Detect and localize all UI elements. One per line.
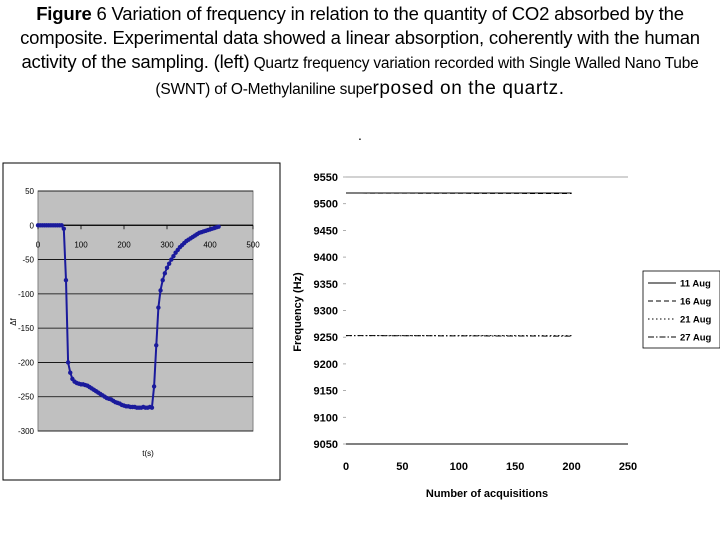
right-x-axis-label: Number of acquisitions [425, 488, 549, 500]
right-x-tick-label: 150 [506, 461, 525, 473]
right-y-tick-label: 9150 [313, 385, 338, 398]
caption-text: 6 Variation of frequency in relation to the quantity of CO2 absorbed by the composite. Experimental data showed a linear absorption, coherently with the human activity of the sampling. (left) [20, 3, 700, 72]
left-x-tick-label: 0 [35, 240, 41, 250]
left-data-point [152, 384, 156, 388]
right-y-tick-label: 9100 [313, 412, 338, 425]
right-x-tick-label: 200 [562, 461, 581, 473]
right-y-tick-label: 9450 [313, 225, 338, 238]
right-series-line [346, 336, 572, 337]
right-y-axis-label: Frequency (Hz) [292, 272, 304, 352]
left-y-tick-label: -150 [17, 324, 34, 334]
caption-text-small: Quartz frequency variation recorded with Single Walled Nano Tube (SWNT) of O-Methylaniline supe [155, 55, 699, 98]
right-y-tick-label: 9250 [313, 332, 338, 345]
right-y-tick-label: 9050 [313, 439, 338, 451]
right-x-tick-label: 0 [342, 461, 350, 473]
left-y-axis-label: Δf [9, 318, 18, 326]
right-y-tick-label: 9350 [313, 278, 338, 291]
left-y-tick-label: 50 [25, 187, 34, 196]
right-y-tick-label: 9200 [313, 358, 338, 371]
left-y-tick-label: -300 [17, 427, 34, 436]
left-y-tick-label: -200 [17, 358, 34, 368]
left-data-point [154, 343, 158, 347]
left-x-tick-label: 400 [203, 240, 217, 250]
left-data-point [158, 288, 162, 292]
right-x-tick-label: 250 [618, 461, 638, 473]
right-x-tick-label: 100 [449, 461, 468, 473]
left-data-point [161, 278, 165, 282]
caption-figure-label: Figure [36, 3, 92, 24]
caption-text-large: rposed on the quartz. [372, 78, 565, 99]
right-x-tick-label: 50 [396, 461, 409, 473]
right-y-tick-label: 9500 [313, 198, 338, 211]
left-y-tick-label: -100 [17, 289, 34, 299]
left-data-point [163, 271, 167, 275]
right-y-tick-label: 9400 [313, 252, 338, 265]
left-x-tick-label: 500 [246, 240, 260, 250]
left-data-point [156, 305, 160, 309]
left-data-point [216, 224, 220, 228]
left-x-axis-label: t(s) [142, 449, 154, 458]
right-y-tick-label: 9550 [313, 172, 338, 184]
left-data-point [66, 360, 70, 364]
legend-entry-label: 11 Aug [680, 278, 711, 290]
legend-entry-label: 27 Aug [680, 332, 712, 344]
left-y-tick-label: 0 [29, 221, 34, 231]
left-x-tick-label: 200 [117, 240, 131, 250]
stray-dot: . [358, 127, 362, 143]
legend-entry-label: 21 Aug [680, 314, 712, 326]
left-data-point [68, 371, 72, 375]
left-data-point [62, 227, 66, 231]
legend-entry-label: 16 Aug [680, 296, 712, 308]
right-y-tick-label: 9300 [313, 305, 338, 318]
left-data-point [167, 261, 171, 265]
left-y-tick-label: -250 [17, 392, 34, 402]
left-y-tick-label: -50 [22, 255, 34, 265]
left-data-point [64, 278, 68, 282]
left-x-tick-label: 300 [160, 240, 174, 250]
left-data-point [150, 405, 154, 409]
left-data-point [165, 266, 169, 270]
left-x-tick-label: 100 [74, 240, 88, 250]
